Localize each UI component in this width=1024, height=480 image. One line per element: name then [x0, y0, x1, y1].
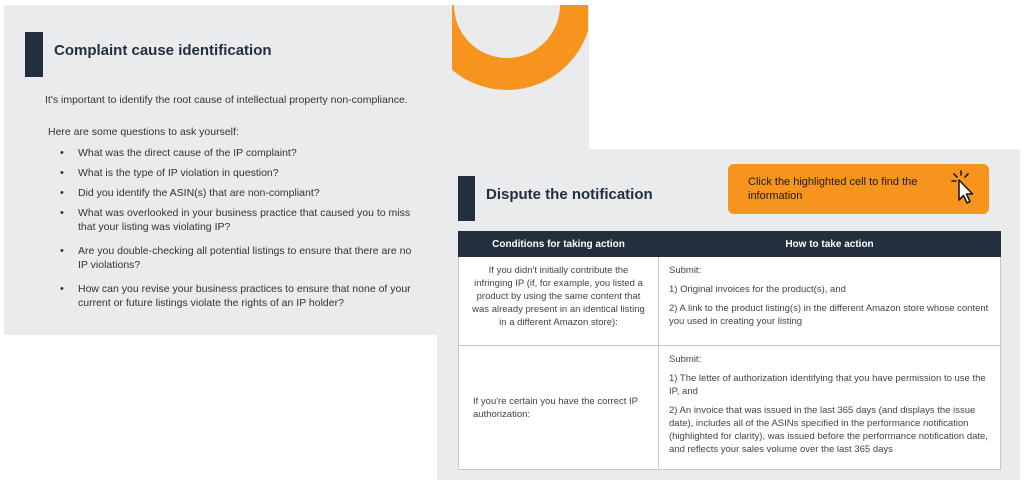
action-cell[interactable]	[659, 257, 1001, 346]
list-item: • What was overlooked in your business practice that caused you to miss that your listing was violating IP?	[54, 206, 422, 234]
action-line: Submit:	[669, 265, 702, 276]
section-title: Dispute the notification	[486, 186, 653, 203]
condition-cell[interactable]: If you're certain you have the correct IP authorization:	[459, 346, 659, 470]
action-cell[interactable]	[659, 346, 1001, 470]
table-row	[459, 257, 1001, 346]
list-item: • What was the direct cause of the IP complaint?	[54, 146, 422, 160]
page-title: Complaint cause identification	[54, 42, 272, 59]
instruction-text: Click the highlighted cell to find the information	[748, 176, 918, 202]
heading-accent-bar	[25, 32, 43, 77]
list-item: • Did you identify the ASIN(s) that are non-compliant?	[54, 186, 422, 200]
list-item: • What is the type of IP violation in question?	[54, 166, 422, 180]
condition-cell[interactable]: If you didn't initially contribute the infringing IP (if, for example, you listed a product by using the same content that was already present in an identical listing in a different Amazon store):	[459, 257, 659, 346]
dispute-table	[458, 231, 1001, 470]
column-header: How to take action	[659, 232, 1001, 257]
action-line: 2) A link to the product listing(s) in the different Amazon store whose content you used in creating your listing	[669, 303, 989, 327]
list-item: • How can you revise your business practices to ensure that none of your current or future listings violate the rights of an IP holder?	[54, 282, 422, 310]
action-line: 1) Original invoices for the product(s), and	[669, 284, 846, 295]
table-header-row	[459, 232, 1001, 257]
action-line: Submit:	[669, 354, 702, 365]
heading-accent-bar	[458, 176, 475, 221]
action-line: 1) The letter of authorization identifying that you have permission to use the IP, and	[669, 373, 986, 397]
questions-lead: Here are some questions to ask yourself:	[48, 126, 239, 138]
table-row	[459, 346, 1001, 470]
pointer-click-icon	[950, 170, 978, 208]
column-header: Conditions for taking action	[459, 232, 659, 257]
question-list	[54, 146, 422, 316]
instruction-callout	[728, 164, 989, 214]
list-item: • Are you double-checking all potential listings to ensure that there are no IP violations?	[54, 244, 422, 272]
intro-text: It's important to identify the root cause of intellectual property non-compliance.	[45, 94, 408, 106]
action-line: 2) An invoice that was issued in the last 365 days (and displays the issue date), includes all of the ASINs specified in the performance notification (highlighted for clarity), was issued before the performance notification date, and reflects your sales volume over the last 365 days	[669, 405, 988, 455]
orange-arc-decoration	[452, 5, 588, 145]
